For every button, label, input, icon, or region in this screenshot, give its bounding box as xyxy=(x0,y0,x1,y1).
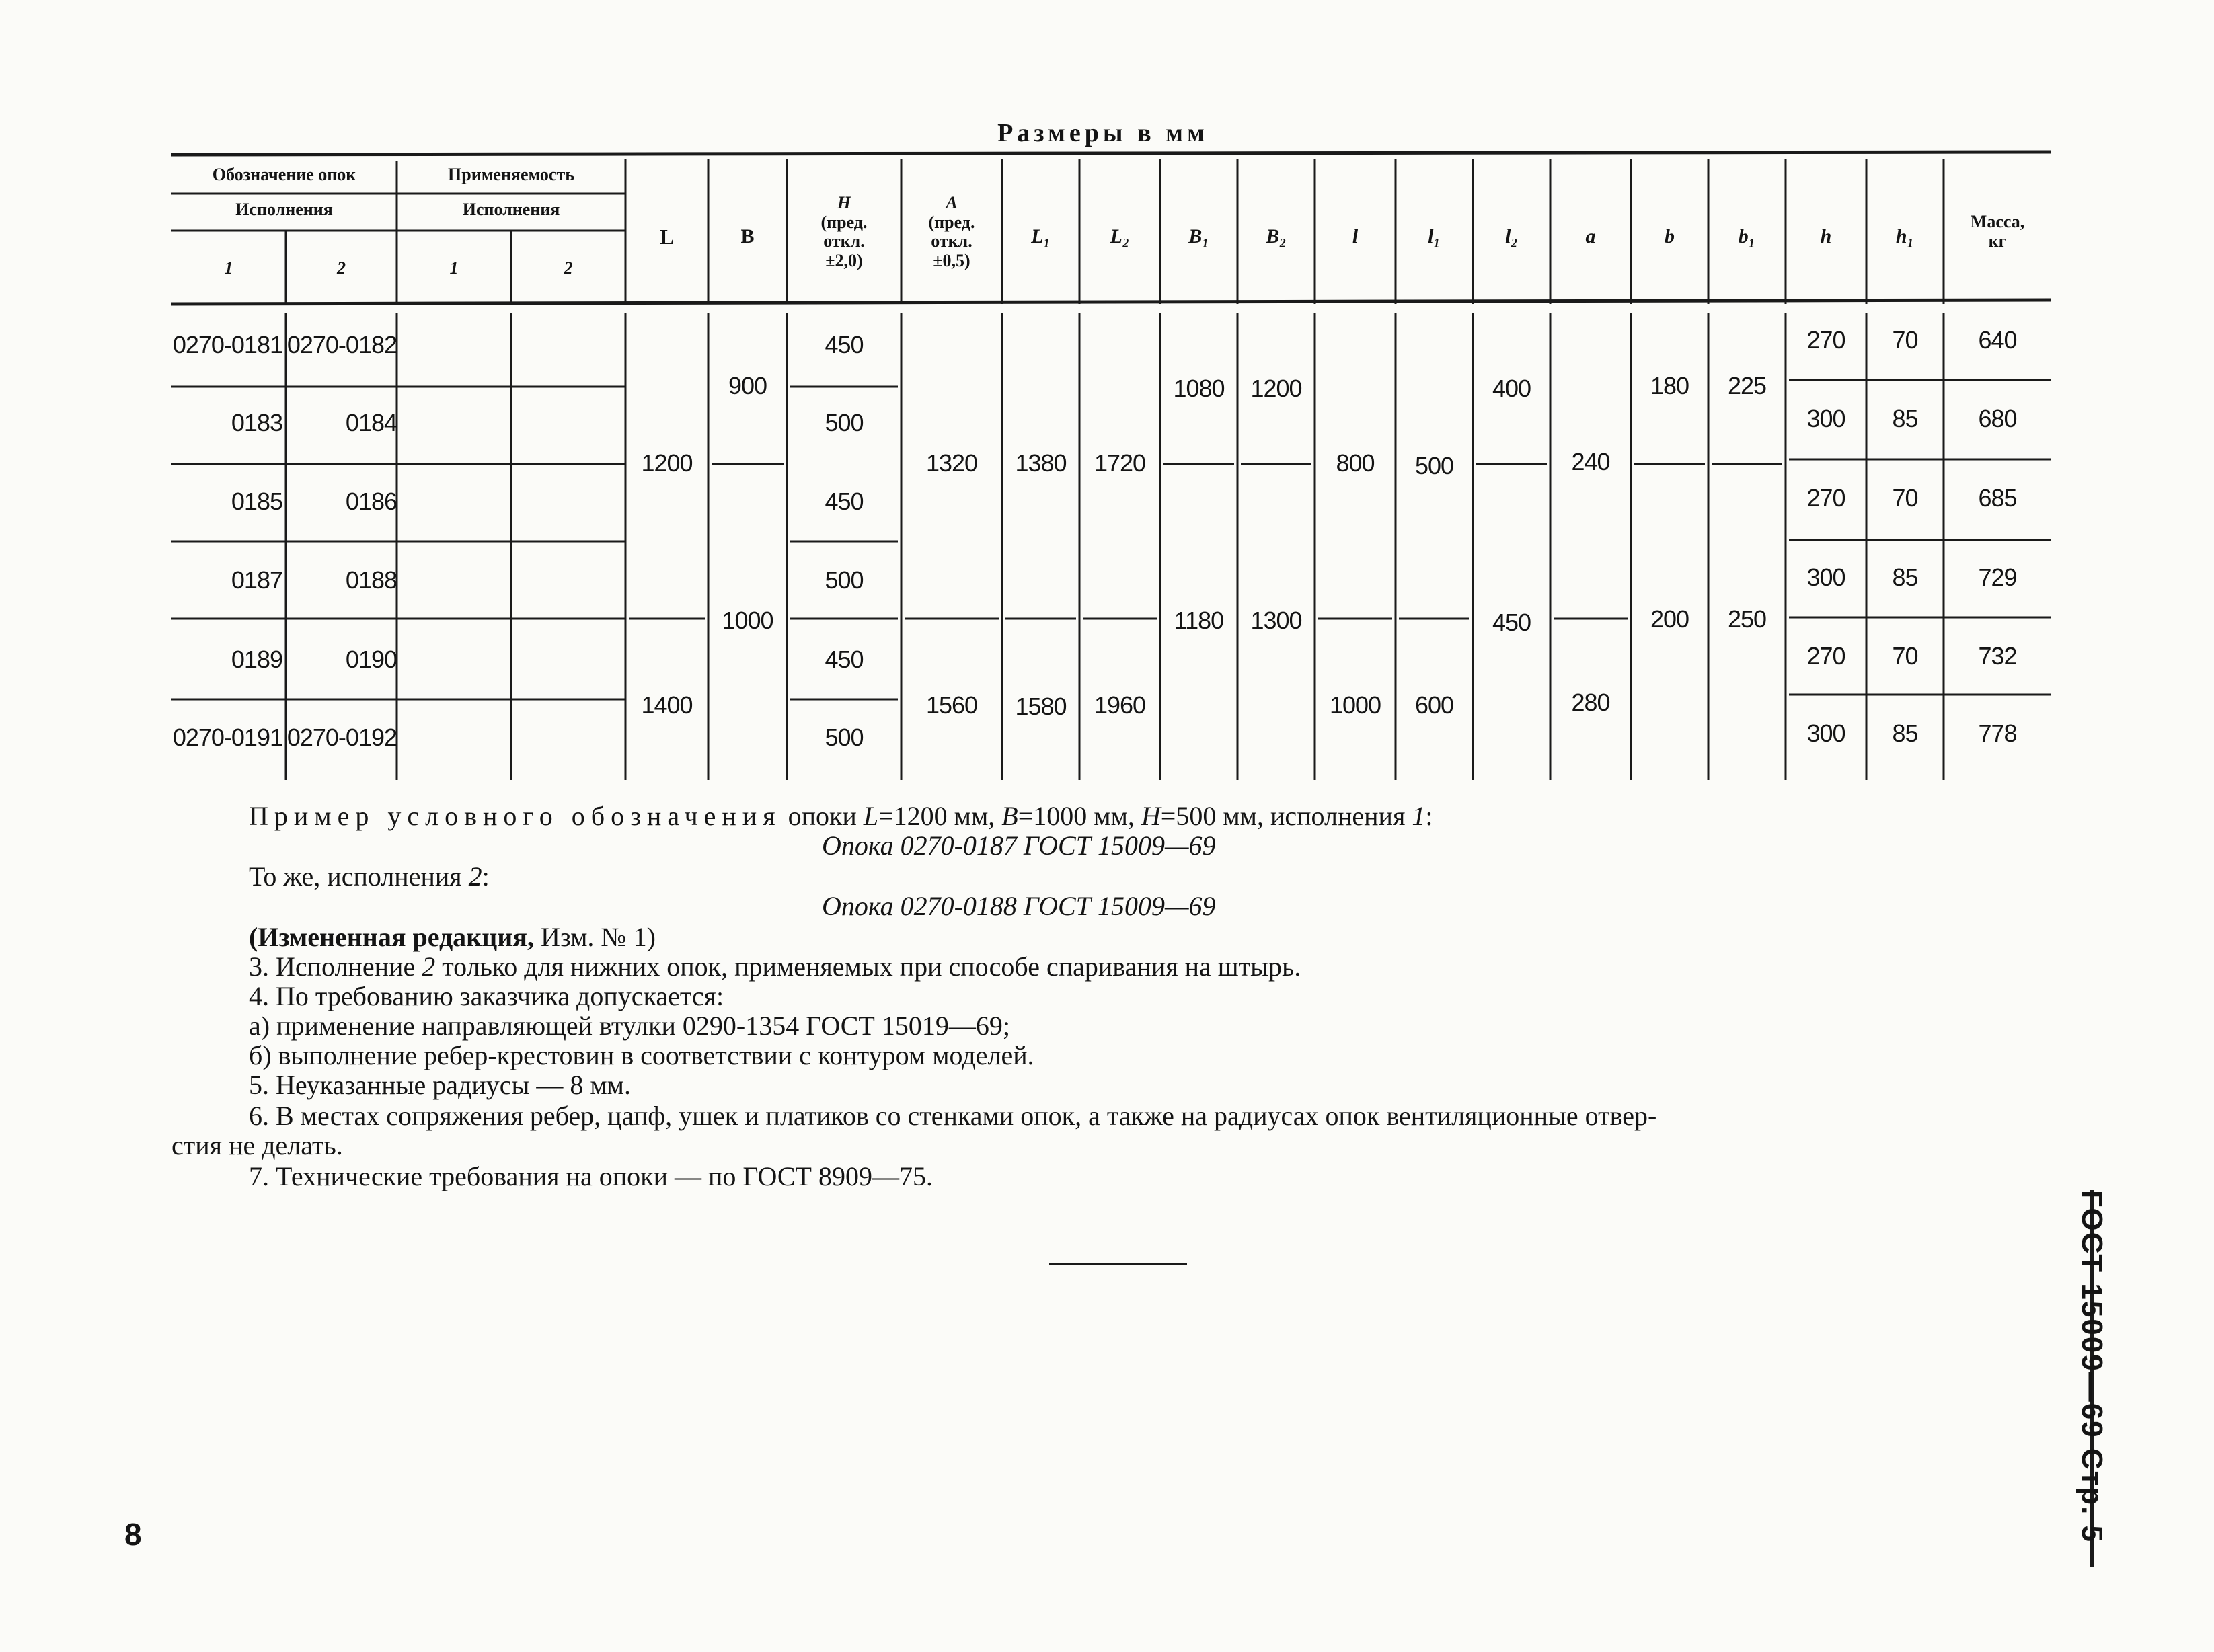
example-B-value: =1000 мм, xyxy=(1018,801,1141,831)
span-l1-2: 600 xyxy=(1414,691,1454,719)
header-l: l xyxy=(1352,225,1359,247)
header-versions-applicability: Исполнения xyxy=(462,200,560,219)
revision-bold: (Измененная редакция, xyxy=(249,922,534,952)
span-l2-2: 450 xyxy=(1492,608,1531,636)
header-a-v1: 1 xyxy=(449,258,459,278)
item-7: 7. Технические требования на опоки — по ГОСТ 8909—75. xyxy=(249,1161,933,1191)
header-l1: l₁ xyxy=(1428,225,1441,247)
header-L1: L₁ xyxy=(1031,225,1051,247)
row5-mass: 732 xyxy=(1978,642,2017,670)
row5-v2: 0190 xyxy=(345,645,397,673)
span-b1-2: 250 xyxy=(1727,605,1767,633)
row3-h: 270 xyxy=(1806,484,1845,512)
same-colon: : xyxy=(482,861,490,892)
header-d-v2: 2 xyxy=(337,258,346,278)
span-l-1: 800 xyxy=(1336,449,1375,477)
span-B2-1: 1200 xyxy=(1250,375,1302,402)
header-B: B xyxy=(740,225,755,247)
row5-v1: 0189 xyxy=(231,645,282,673)
span-l-2: 1000 xyxy=(1329,691,1381,719)
row5-H: 450 xyxy=(825,645,864,673)
same-version: 2 xyxy=(468,861,482,892)
example-lead: Пример условного обозначения xyxy=(249,801,781,831)
span-L-2: 1400 xyxy=(641,691,693,719)
example-B-symbol: B xyxy=(1001,801,1018,831)
row1-H: 450 xyxy=(825,331,864,358)
header-A-symbol: A xyxy=(946,193,958,212)
header-mass-2: кг xyxy=(1988,231,2007,251)
span-L1-1: 1380 xyxy=(1015,449,1067,477)
side-header: ГОСТ 15009—69 Стр. 5 xyxy=(2075,1190,2108,1544)
span-B-2: 1000 xyxy=(722,606,773,634)
row2-h: 300 xyxy=(1806,405,1845,432)
header-b1: b₁ xyxy=(1738,225,1756,247)
row3-mass: 685 xyxy=(1978,484,2017,512)
row6-h1: 85 xyxy=(1892,719,1918,747)
span-b1-1: 225 xyxy=(1727,372,1767,399)
span-a-2: 280 xyxy=(1571,689,1610,716)
span-A-2: 1560 xyxy=(925,691,978,719)
span-L2-1: 1720 xyxy=(1094,449,1146,477)
row5-h: 270 xyxy=(1806,642,1845,670)
item-6a: 6. В местах сопряжения ребер, цапф, ушек и платиков со стенками опок, а также на радиусах опок вентиляционные отвер- xyxy=(249,1101,1657,1131)
header-b: b xyxy=(1665,225,1675,247)
header-A-tol-3: ±0,5) xyxy=(933,250,970,270)
header-H-tol-2: откл. xyxy=(823,231,865,251)
item-5: 5. Неуказанные радиусы — 8 мм. xyxy=(249,1070,631,1100)
example-H-symbol: H xyxy=(1141,801,1161,831)
table-caption: Размеры в мм xyxy=(997,119,1209,147)
row4-v2: 0188 xyxy=(345,566,397,594)
header-A-tol-1: (пред. xyxy=(928,212,975,232)
span-L2-2: 1960 xyxy=(1094,691,1146,719)
example-version: 1 xyxy=(1412,801,1426,831)
item-3-a: 3. Исполнение xyxy=(249,951,422,982)
row4-v1: 0187 xyxy=(231,566,282,594)
row2-h1: 85 xyxy=(1892,405,1918,432)
header-h: h xyxy=(1820,225,1832,247)
item-4: 4. По требованию заказчика допускается: xyxy=(249,981,724,1011)
row6-h: 300 xyxy=(1806,719,1845,747)
row6-H: 500 xyxy=(825,723,864,751)
example-line xyxy=(249,801,1433,831)
row2-v2: 0184 xyxy=(345,409,397,436)
row1-v2: 0270-0182 xyxy=(287,331,397,358)
row6-v2: 0270-0192 xyxy=(287,723,397,751)
span-A-1: 1320 xyxy=(925,449,978,477)
header-applicability: Применяемость xyxy=(448,165,574,184)
row1-h1: 70 xyxy=(1892,326,1918,354)
header-H-tol-3: ±2,0) xyxy=(825,250,863,270)
span-l1-1: 500 xyxy=(1414,452,1454,479)
header-mass xyxy=(1944,212,2051,251)
span-B2-2: 1300 xyxy=(1250,606,1302,634)
item-4b: б) выполнение ребер-крестовин в соответствии с контуром моделей. xyxy=(249,1040,1034,1070)
row1-v1: 0270-0181 xyxy=(172,331,282,358)
header-d-v1: 1 xyxy=(224,258,233,278)
header-h1: h₁ xyxy=(1895,225,1915,247)
revision-note xyxy=(249,922,656,952)
header-L2: L₂ xyxy=(1110,225,1130,247)
span-B1-1: 1080 xyxy=(1173,375,1225,402)
span-b-1: 180 xyxy=(1650,372,1689,399)
example-L-symbol: L xyxy=(863,801,879,831)
row1-mass: 640 xyxy=(1978,326,2017,354)
header-H-symbol: H xyxy=(837,193,851,212)
header-B1: B₁ xyxy=(1188,225,1209,247)
span-b-2: 200 xyxy=(1650,605,1689,633)
span-l2-1: 400 xyxy=(1492,375,1531,402)
span-B1-2: 1180 xyxy=(1174,606,1224,634)
example-H-value: =500 мм, исполнения xyxy=(1160,801,1412,831)
header-designation: Обозначение опок xyxy=(212,165,356,184)
item-3 xyxy=(249,952,1301,982)
row3-H: 450 xyxy=(825,487,864,515)
span-L1-2: 1580 xyxy=(1015,693,1067,720)
example-designation-1: Опока 0270-0187 ГОСТ 15009—69 xyxy=(822,830,1216,861)
row4-H: 500 xyxy=(825,566,864,594)
example-colon: : xyxy=(1425,801,1433,831)
header-A-tol-2: откл. xyxy=(931,231,972,251)
row2-H: 500 xyxy=(825,409,864,436)
header-versions-designation: Исполнения xyxy=(235,200,333,219)
row3-v2: 0186 xyxy=(345,487,397,515)
same-line xyxy=(249,862,490,892)
header-H-tol-1: (пред. xyxy=(820,212,868,232)
row6-v1: 0270-0191 xyxy=(172,723,282,751)
row4-h: 300 xyxy=(1806,563,1845,591)
header-A xyxy=(901,194,1002,270)
row3-v1: 0185 xyxy=(231,487,282,515)
revision-rest: Изм. № 1) xyxy=(533,922,656,952)
row3-h1: 70 xyxy=(1892,484,1918,512)
item-3-version: 2 xyxy=(422,951,436,982)
span-L-1: 1200 xyxy=(641,449,693,477)
header-l2: l₂ xyxy=(1505,225,1518,247)
header-H xyxy=(787,194,901,270)
header-a: a xyxy=(1585,225,1596,247)
span-B-1: 900 xyxy=(728,372,767,399)
row2-v1: 0183 xyxy=(231,409,282,436)
row5-h1: 70 xyxy=(1892,642,1918,670)
row4-mass: 729 xyxy=(1978,563,2017,591)
example-rest: опоки xyxy=(781,801,864,831)
same-lead: То же, исполнения xyxy=(249,861,469,892)
example-designation-2: Опока 0270-0188 ГОСТ 15009—69 xyxy=(822,891,1216,921)
header-L: L xyxy=(659,225,675,249)
page-mark: 8 xyxy=(124,1517,142,1552)
row2-mass: 680 xyxy=(1978,405,2017,432)
item-6b: стия не делать. xyxy=(171,1130,343,1161)
span-a-1: 240 xyxy=(1571,448,1610,475)
header-B2: B₂ xyxy=(1266,225,1287,247)
item-3-b: только для нижних опок, применяемых при способе спаривания на штырь. xyxy=(435,951,1301,982)
row6-mass: 778 xyxy=(1978,719,2017,747)
item-4a: а) применение направляющей втулки 0290-1354 ГОСТ 15019—69; xyxy=(249,1011,1010,1041)
row1-h: 270 xyxy=(1806,326,1845,354)
row4-h1: 85 xyxy=(1892,563,1918,591)
header-a-v2: 2 xyxy=(564,258,573,278)
header-mass-1: Масса, xyxy=(1970,212,2025,231)
example-L-value: =1200 мм, xyxy=(878,801,1002,831)
